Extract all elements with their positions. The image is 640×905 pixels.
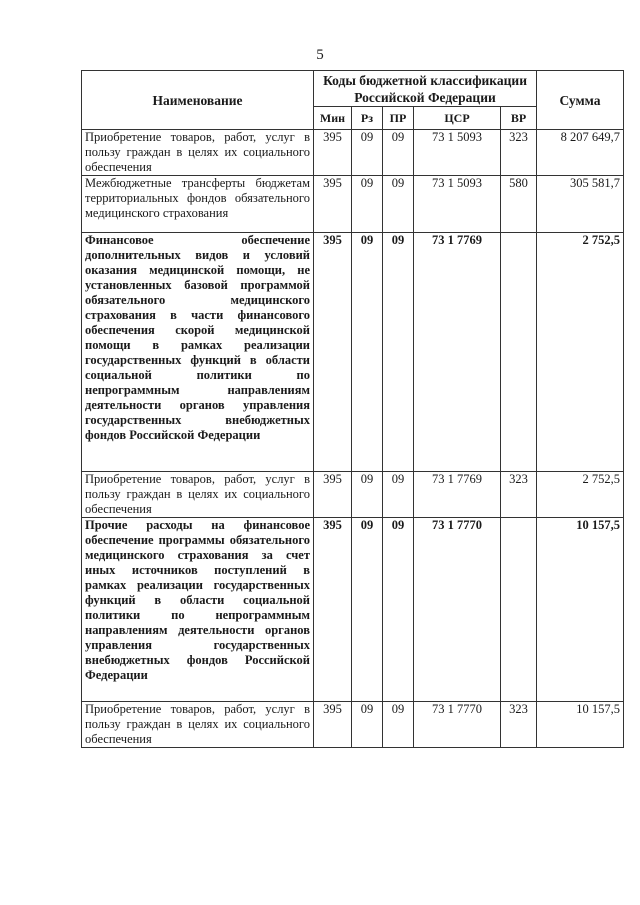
row-pr: 09 — [383, 233, 414, 472]
column-header-sum: Сумма — [537, 71, 624, 130]
row-sum: 10 157,5 — [537, 518, 624, 702]
row-name: Межбюджетные трансферты бюджетам территориальных фондов обязательного медицинского страхования — [82, 176, 314, 233]
row-min: 395 — [314, 702, 352, 748]
table-header — [82, 71, 624, 130]
row-sum: 2 752,5 — [537, 472, 624, 518]
row-csr: 73 1 7769 — [414, 233, 501, 472]
row-rz: 09 — [352, 702, 383, 748]
table-row — [82, 176, 624, 233]
column-header-min: Мин — [314, 107, 352, 130]
column-header-name: Наименование — [82, 71, 314, 130]
row-vr: 580 — [501, 176, 537, 233]
page-number: 5 — [316, 47, 324, 63]
table-row — [82, 130, 624, 176]
row-sum: 8 207 649,7 — [537, 130, 624, 176]
row-rz: 09 — [352, 472, 383, 518]
row-csr: 73 1 7770 — [414, 518, 501, 702]
row-pr: 09 — [383, 130, 414, 176]
column-header-vr: ВР — [501, 107, 537, 130]
row-min: 395 — [314, 176, 352, 233]
row-pr: 09 — [383, 472, 414, 518]
row-csr: 73 1 7769 — [414, 472, 501, 518]
column-header-codes: Коды бюджетной классификации Российской Федерации — [314, 71, 537, 107]
row-name: Приобретение товаров, работ, услуг в пользу граждан в целях их социального обеспечения — [82, 130, 314, 176]
row-sum: 305 581,7 — [537, 176, 624, 233]
row-name: Прочие расходы на финансовое обеспечение программы обязательного медицинского страхования за счет иных источников поступлений в рамках реализации государственных функций в области социальной политики по непрограммным направлениям деятельности органов управления государственных внебюджетных фондов Российской Федерации — [82, 518, 314, 702]
row-sum: 10 157,5 — [537, 702, 624, 748]
row-rz: 09 — [352, 176, 383, 233]
row-name: Приобретение товаров, работ, услуг в пользу граждан в целях их социального обеспечения — [82, 702, 314, 748]
row-csr: 73 1 5093 — [414, 176, 501, 233]
budget-table — [81, 70, 624, 748]
table-row — [82, 233, 624, 472]
row-pr: 09 — [383, 518, 414, 702]
row-vr: 323 — [501, 130, 537, 176]
row-min: 395 — [314, 472, 352, 518]
column-header-csr: ЦСР — [414, 107, 501, 130]
row-rz: 09 — [352, 233, 383, 472]
row-min: 395 — [314, 233, 352, 472]
row-vr — [501, 518, 537, 702]
column-header-rz: Рз — [352, 107, 383, 130]
table-row — [82, 472, 624, 518]
table-row — [82, 518, 624, 702]
row-min: 395 — [314, 130, 352, 176]
row-pr: 09 — [383, 702, 414, 748]
row-name: Приобретение товаров, работ, услуг в пользу граждан в целях их социального обеспечения — [82, 472, 314, 518]
row-vr — [501, 233, 537, 472]
row-pr: 09 — [383, 176, 414, 233]
row-sum: 2 752,5 — [537, 233, 624, 472]
row-vr: 323 — [501, 702, 537, 748]
row-vr: 323 — [501, 472, 537, 518]
row-min: 395 — [314, 518, 352, 702]
row-rz: 09 — [352, 130, 383, 176]
table-body — [82, 130, 624, 748]
column-header-pr: ПР — [383, 107, 414, 130]
row-rz: 09 — [352, 518, 383, 702]
row-name: Финансовое обеспечение дополнительных видов и условий оказания медицинской помощи, не установленных базовой программой обязательного медицинского страхования в части финансового обеспечения скорой медицинской помощи в рамках реализации государственных функций в области социальной политики по непрограммным направлениям деятельности органов управления государственных внебюджетных фондов Российской Федерации — [82, 233, 314, 472]
row-csr: 73 1 5093 — [414, 130, 501, 176]
table-row — [82, 702, 624, 748]
row-csr: 73 1 7770 — [414, 702, 501, 748]
